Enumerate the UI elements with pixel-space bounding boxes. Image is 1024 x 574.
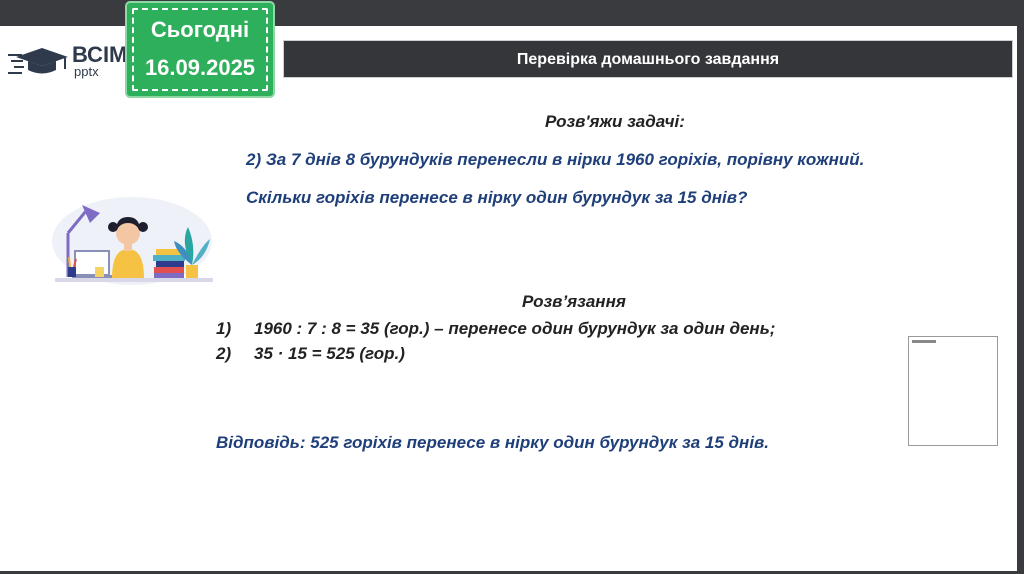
step-number: 1) xyxy=(216,319,232,338)
right-frame-edge xyxy=(1017,26,1024,574)
task-heading: Розв'яжи задачі: xyxy=(545,112,685,131)
answer-text: Відповідь: 525 горіхів перенесе в нірку один бурундук за 15 днів. xyxy=(216,433,770,452)
vsim-logo xyxy=(8,42,126,82)
slide-canvas xyxy=(0,26,1017,571)
step-number: 2) xyxy=(216,344,232,363)
graduation-cap-icon xyxy=(8,42,70,82)
illustration-graphic xyxy=(50,183,220,288)
date-badge xyxy=(127,3,273,96)
girl-studying-illustration xyxy=(50,183,220,288)
slide-title: Перевірка домашнього завдання xyxy=(516,51,780,68)
solution-step-2 xyxy=(216,344,405,364)
step-text: 1960 : 7 : 8 = 35 (гор.) – перенесе один бурундук за один день; xyxy=(254,319,776,338)
solution-step-1 xyxy=(216,319,775,339)
logo-title: ВСІМ xyxy=(72,42,128,67)
step-text: 35 · 15 = 525 (гор.) xyxy=(254,344,405,363)
date-value: 16.09.2025 xyxy=(144,55,256,80)
title-bar xyxy=(283,40,1013,78)
solution-heading: Розв’язання xyxy=(522,292,626,311)
thumbnail-mark xyxy=(912,340,936,343)
date-label: Сьогодні xyxy=(150,17,250,42)
task-line-1: 2) За 7 днів 8 бурундуків перенесли в нірки 1960 горіхів, порівну кожний. xyxy=(246,150,865,169)
logo-subtitle: pptx xyxy=(74,64,99,79)
embedded-page-thumbnail xyxy=(908,336,998,446)
task-line-2: Скільки горіхів перенесе в нірку один бурундук за 15 днів? xyxy=(246,188,748,207)
